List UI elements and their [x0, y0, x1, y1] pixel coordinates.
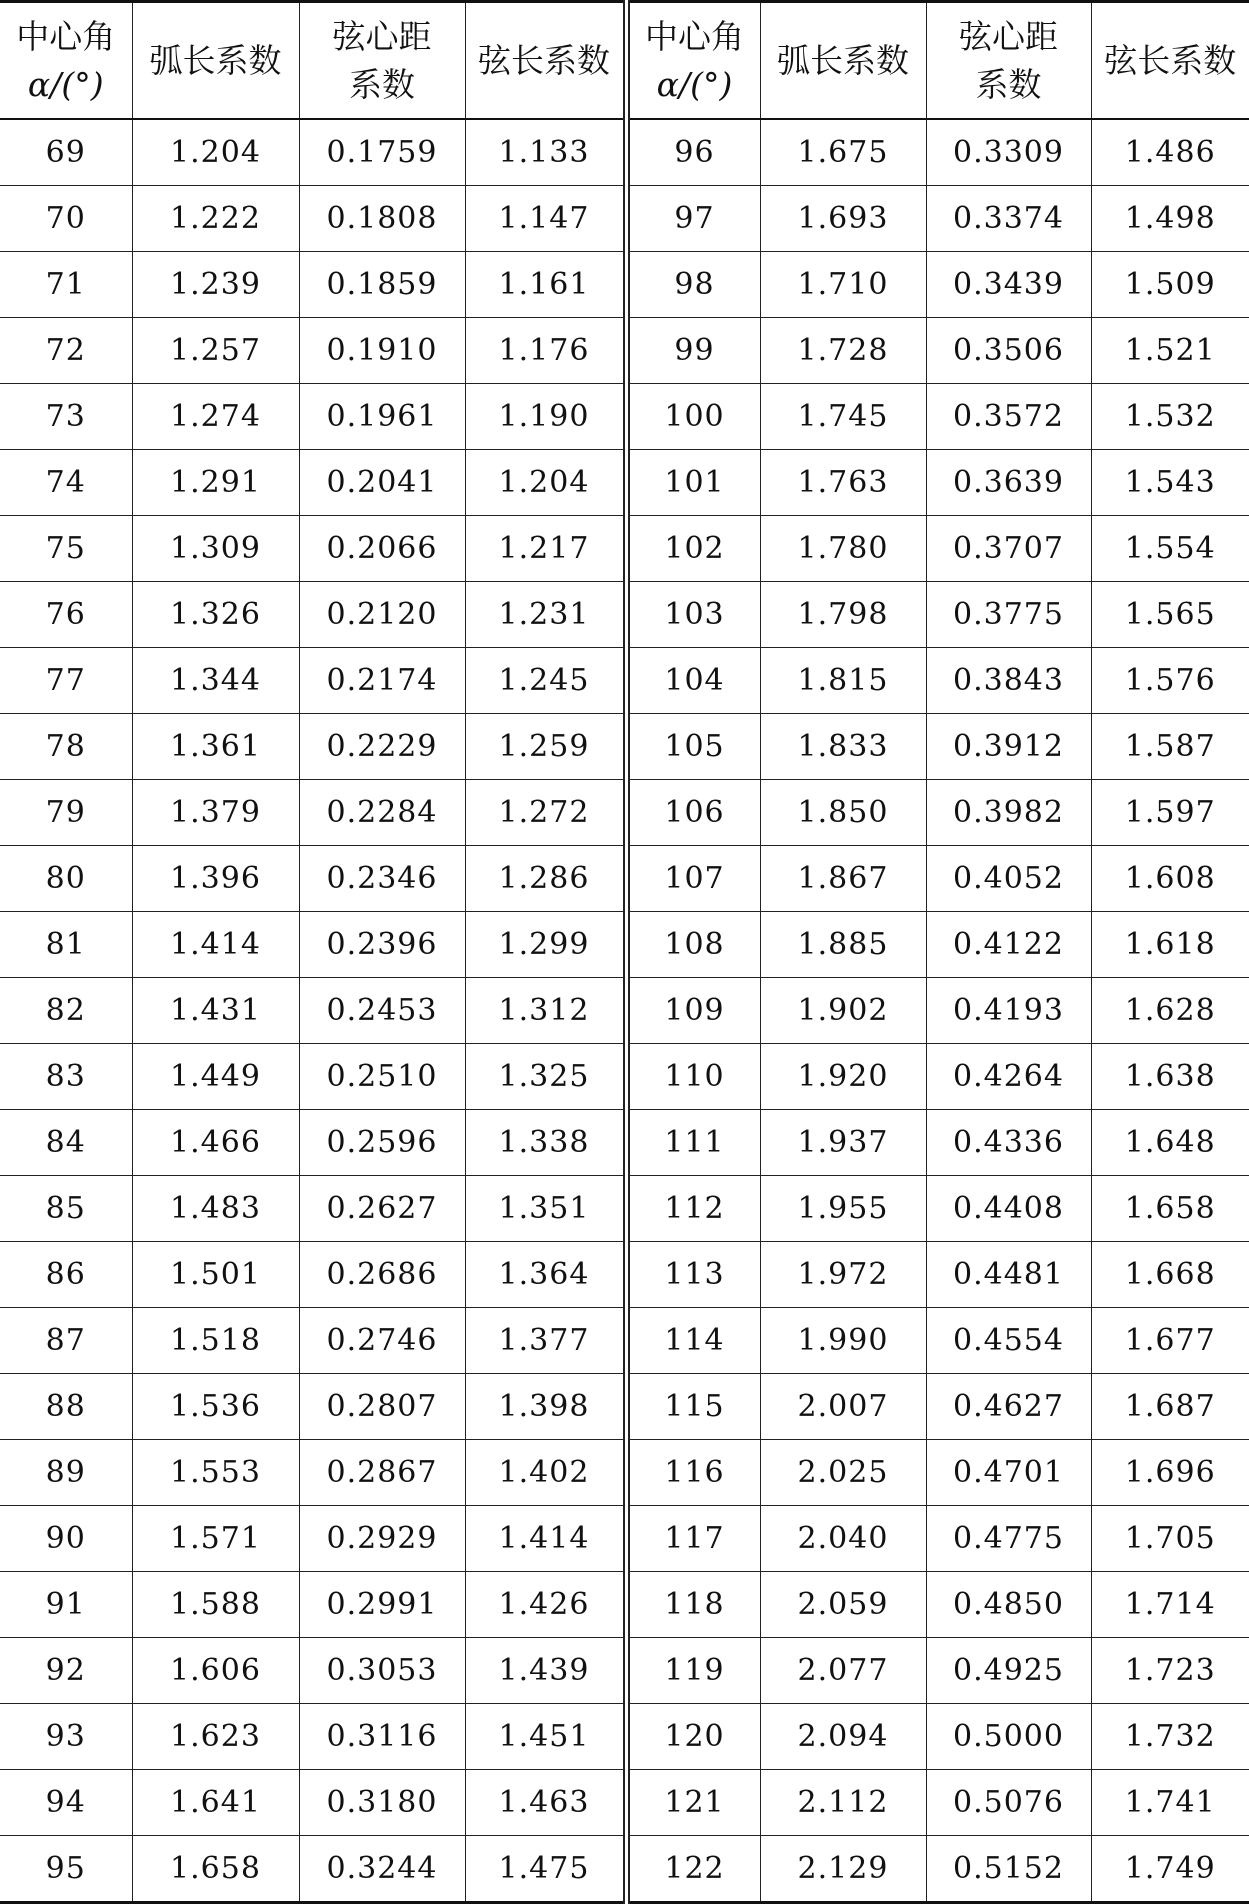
chord-coefficient-cell: 1.338	[465, 1109, 626, 1175]
chord-coefficient-cell: 1.648	[1091, 1109, 1249, 1175]
chord-coefficient-cell: 1.532	[1091, 383, 1249, 449]
chord-distance-cell: 0.3374	[926, 186, 1091, 252]
table-row	[0, 1373, 1249, 1439]
chord-distance-cell: 0.4627	[926, 1373, 1091, 1439]
chord-coefficient-cell: 1.705	[1091, 1505, 1249, 1571]
angle-cell: 92	[0, 1637, 132, 1703]
table-row	[0, 1175, 1249, 1241]
angle-cell: 89	[0, 1439, 132, 1505]
chord-distance-cell: 0.4850	[926, 1571, 1091, 1637]
arc-coefficient-cell: 1.571	[132, 1505, 299, 1571]
chord-distance-cell: 0.4122	[926, 911, 1091, 977]
chord-distance-cell: 0.2686	[299, 1241, 465, 1307]
chord-distance-cell: 0.4408	[926, 1175, 1091, 1241]
chord-distance-cell: 0.4925	[926, 1637, 1091, 1703]
chord-distance-cell: 0.2174	[299, 647, 465, 713]
arc-coefficient-cell: 1.483	[132, 1175, 299, 1241]
arc-coefficient-cell: 1.850	[760, 779, 926, 845]
header-row	[0, 2, 1249, 120]
arc-coefficient-cell: 1.326	[132, 581, 299, 647]
arc-coefficient-cell: 1.920	[760, 1043, 926, 1109]
angle-cell: 87	[0, 1307, 132, 1373]
arc-coefficient-cell: 1.902	[760, 977, 926, 1043]
angle-cell: 70	[0, 186, 132, 252]
chord-distance-cell: 0.2867	[299, 1439, 465, 1505]
arc-coefficient-cell: 1.885	[760, 911, 926, 977]
arc-coefficient-cell: 1.501	[132, 1241, 299, 1307]
chord-distance-cell: 0.2596	[299, 1109, 465, 1175]
chord-distance-cell: 0.3244	[299, 1835, 465, 1902]
chord-distance-cell: 0.4193	[926, 977, 1091, 1043]
angle-cell: 120	[626, 1703, 760, 1769]
arc-coefficient-cell: 1.675	[760, 119, 926, 186]
chord-coefficient-cell: 1.608	[1091, 845, 1249, 911]
arc-coefficient-cell: 1.867	[760, 845, 926, 911]
chord-coefficient-cell: 1.576	[1091, 647, 1249, 713]
arc-coefficient-cell: 1.623	[132, 1703, 299, 1769]
chord-distance-cell: 0.2991	[299, 1571, 465, 1637]
table-row	[0, 1307, 1249, 1373]
angle-cell: 84	[0, 1109, 132, 1175]
header-chord-distance-line2: 系数	[349, 64, 415, 104]
arc-coefficient-cell: 1.606	[132, 1637, 299, 1703]
chord-coefficient-cell: 1.439	[465, 1637, 626, 1703]
chord-distance-cell: 0.4775	[926, 1505, 1091, 1571]
angle-cell: 118	[626, 1571, 760, 1637]
angle-cell: 122	[626, 1835, 760, 1902]
chord-coefficient-cell: 1.204	[465, 449, 626, 515]
arc-coefficient-cell: 1.990	[760, 1307, 926, 1373]
table-row	[0, 1505, 1249, 1571]
chord-distance-cell: 0.1961	[299, 383, 465, 449]
angle-cell: 99	[626, 317, 760, 383]
header-chord-coefficient-right	[1091, 2, 1249, 120]
angle-cell: 85	[0, 1175, 132, 1241]
angle-cell: 75	[0, 515, 132, 581]
header-chord-label: 弦长系数	[1104, 40, 1237, 80]
chord-coefficient-cell: 1.509	[1091, 251, 1249, 317]
arc-coefficient-cell: 1.833	[760, 713, 926, 779]
chord-coefficient-cell: 1.351	[465, 1175, 626, 1241]
arc-coefficient-cell: 1.815	[760, 647, 926, 713]
chord-distance-cell: 0.2746	[299, 1307, 465, 1373]
header-angle-unit: α/(°)	[27, 64, 104, 104]
arc-coefficient-cell: 1.257	[132, 317, 299, 383]
chord-coefficient-cell: 1.377	[465, 1307, 626, 1373]
chord-coefficient-cell: 1.638	[1091, 1043, 1249, 1109]
chord-coefficient-cell: 1.587	[1091, 713, 1249, 779]
arc-coefficient-cell: 2.112	[760, 1769, 926, 1835]
arc-coefficient-cell: 1.518	[132, 1307, 299, 1373]
chord-distance-cell: 0.2229	[299, 713, 465, 779]
arc-coefficient-cell: 2.059	[760, 1571, 926, 1637]
angle-cell: 69	[0, 119, 132, 186]
angle-cell: 105	[626, 713, 760, 779]
arc-coefficient-cell: 1.798	[760, 581, 926, 647]
header-central-angle-left	[0, 2, 132, 120]
chord-distance-cell: 0.3572	[926, 383, 1091, 449]
angle-cell: 78	[0, 713, 132, 779]
chord-distance-cell: 0.2041	[299, 449, 465, 515]
chord-coefficient-cell: 1.451	[465, 1703, 626, 1769]
angle-cell: 71	[0, 251, 132, 317]
chord-coefficient-cell: 1.364	[465, 1241, 626, 1307]
arc-coefficient-cell: 1.361	[132, 713, 299, 779]
chord-distance-cell: 0.3116	[299, 1703, 465, 1769]
chord-coefficient-cell: 1.741	[1091, 1769, 1249, 1835]
table-row	[0, 1043, 1249, 1109]
arc-coefficient-cell: 2.007	[760, 1373, 926, 1439]
angle-cell: 106	[626, 779, 760, 845]
table-row	[0, 1703, 1249, 1769]
angle-cell: 80	[0, 845, 132, 911]
chord-distance-cell: 0.3843	[926, 647, 1091, 713]
table-row	[0, 119, 1249, 186]
table-row	[0, 779, 1249, 845]
header-arc-coefficient-left	[132, 2, 299, 120]
arc-coefficient-cell: 1.222	[132, 186, 299, 252]
chord-coefficient-cell: 1.147	[465, 186, 626, 252]
chord-distance-cell: 0.2627	[299, 1175, 465, 1241]
angle-cell: 108	[626, 911, 760, 977]
table-row	[0, 1637, 1249, 1703]
header-chord-distance-left	[299, 2, 465, 120]
header-arc-label: 弧长系数	[777, 40, 909, 80]
angle-cell: 109	[626, 977, 760, 1043]
header-chord-distance-right	[926, 2, 1091, 120]
header-angle-unit: α/(°)	[656, 64, 733, 104]
chord-coefficient-cell: 1.161	[465, 251, 626, 317]
chord-distance-cell: 0.2284	[299, 779, 465, 845]
arc-coefficient-cell: 1.937	[760, 1109, 926, 1175]
arc-coefficient-cell: 1.780	[760, 515, 926, 581]
chord-coefficient-cell: 1.597	[1091, 779, 1249, 845]
header-chord-distance-line2: 系数	[975, 64, 1042, 104]
chord-coefficient-cell: 1.658	[1091, 1175, 1249, 1241]
chord-coefficient-cell: 1.498	[1091, 186, 1249, 252]
angle-cell: 98	[626, 251, 760, 317]
angle-cell: 91	[0, 1571, 132, 1637]
chord-coefficient-cell: 1.732	[1091, 1703, 1249, 1769]
chord-coefficient-cell: 1.723	[1091, 1637, 1249, 1703]
angle-cell: 77	[0, 647, 132, 713]
table-row	[0, 383, 1249, 449]
angle-cell: 116	[626, 1439, 760, 1505]
arc-coefficient-cell: 1.588	[132, 1571, 299, 1637]
chord-distance-cell: 0.3912	[926, 713, 1091, 779]
table-row	[0, 977, 1249, 1043]
arc-coefficient-cell: 1.641	[132, 1769, 299, 1835]
chord-coefficient-cell: 1.628	[1091, 977, 1249, 1043]
table-row	[0, 186, 1249, 252]
chord-coefficient-cell: 1.618	[1091, 911, 1249, 977]
table-row	[0, 449, 1249, 515]
chord-distance-cell: 0.3639	[926, 449, 1091, 515]
chord-distance-cell: 0.5076	[926, 1769, 1091, 1835]
angle-cell: 112	[626, 1175, 760, 1241]
chord-coefficient-cell: 1.521	[1091, 317, 1249, 383]
chord-distance-cell: 0.4052	[926, 845, 1091, 911]
arc-coefficient-cell: 1.344	[132, 647, 299, 713]
table-row	[0, 1241, 1249, 1307]
chord-distance-cell: 0.2066	[299, 515, 465, 581]
table-row	[0, 1769, 1249, 1835]
table-row	[0, 581, 1249, 647]
chord-coefficient-cell: 1.325	[465, 1043, 626, 1109]
arc-coefficient-cell: 1.396	[132, 845, 299, 911]
table-row	[0, 911, 1249, 977]
angle-cell: 97	[626, 186, 760, 252]
arc-coefficient-cell: 1.309	[132, 515, 299, 581]
chord-coefficient-cell: 1.414	[465, 1505, 626, 1571]
angle-cell: 88	[0, 1373, 132, 1439]
chord-coefficient-cell: 1.543	[1091, 449, 1249, 515]
arc-coefficient-cell: 1.449	[132, 1043, 299, 1109]
chord-distance-cell: 0.3439	[926, 251, 1091, 317]
header-angle-label: 中心角	[645, 16, 744, 56]
chord-coefficient-cell: 1.749	[1091, 1835, 1249, 1902]
arc-coefficient-cell: 1.291	[132, 449, 299, 515]
chord-coefficient-cell: 1.190	[465, 383, 626, 449]
angle-cell: 76	[0, 581, 132, 647]
angle-cell: 72	[0, 317, 132, 383]
chord-distance-cell: 0.4264	[926, 1043, 1091, 1109]
arc-coefficient-cell: 1.536	[132, 1373, 299, 1439]
arc-coefficient-cell: 1.204	[132, 119, 299, 186]
chord-distance-cell: 0.1808	[299, 186, 465, 252]
arc-coefficient-cell: 1.763	[760, 449, 926, 515]
chord-distance-cell: 0.2396	[299, 911, 465, 977]
arc-coefficient-cell: 1.728	[760, 317, 926, 383]
angle-cell: 115	[626, 1373, 760, 1439]
angle-cell: 93	[0, 1703, 132, 1769]
chord-coefficient-cell: 1.299	[465, 911, 626, 977]
arc-coefficient-cell: 2.040	[760, 1505, 926, 1571]
angle-cell: 74	[0, 449, 132, 515]
arc-coefficient-cell: 1.274	[132, 383, 299, 449]
header-arc-coefficient-right	[760, 2, 926, 120]
table-row	[0, 1109, 1249, 1175]
chord-coefficient-cell: 1.687	[1091, 1373, 1249, 1439]
chord-distance-cell: 0.3309	[926, 119, 1091, 186]
table-row	[0, 317, 1249, 383]
angle-cell: 90	[0, 1505, 132, 1571]
chord-distance-cell: 0.3180	[299, 1769, 465, 1835]
chord-coefficient-cell: 1.398	[465, 1373, 626, 1439]
header-chord-distance-line1: 弦心距	[332, 16, 432, 56]
angle-cell: 113	[626, 1241, 760, 1307]
chord-distance-cell: 0.5152	[926, 1835, 1091, 1902]
chord-distance-cell: 0.2929	[299, 1505, 465, 1571]
angle-cell: 81	[0, 911, 132, 977]
chord-distance-cell: 0.4701	[926, 1439, 1091, 1505]
table-row	[0, 845, 1249, 911]
angle-cell: 96	[626, 119, 760, 186]
arc-coefficient-cell: 1.955	[760, 1175, 926, 1241]
angle-cell: 95	[0, 1835, 132, 1902]
arc-coefficient-cell: 1.553	[132, 1439, 299, 1505]
arc-coefficient-cell: 1.239	[132, 251, 299, 317]
arc-coefficient-cell: 2.025	[760, 1439, 926, 1505]
table-row	[0, 1835, 1249, 1902]
header-chord-coefficient-left	[465, 2, 626, 120]
arc-coefficient-cell: 1.693	[760, 186, 926, 252]
chord-coefficient-cell: 1.133	[465, 119, 626, 186]
arc-coefficient-cell: 1.745	[760, 383, 926, 449]
header-central-angle-right	[626, 2, 760, 120]
chord-coefficient-cell: 1.259	[465, 713, 626, 779]
arc-coefficient-cell: 1.414	[132, 911, 299, 977]
chord-distance-cell: 0.2453	[299, 977, 465, 1043]
chord-coefficient-cell: 1.475	[465, 1835, 626, 1902]
angle-cell: 102	[626, 515, 760, 581]
chord-distance-cell: 0.2807	[299, 1373, 465, 1439]
chord-coefficient-cell: 1.176	[465, 317, 626, 383]
angle-cell: 111	[626, 1109, 760, 1175]
chord-coefficient-cell: 1.245	[465, 647, 626, 713]
chord-coefficient-cell: 1.426	[465, 1571, 626, 1637]
chord-distance-cell: 0.3775	[926, 581, 1091, 647]
table-row	[0, 515, 1249, 581]
angle-cell: 121	[626, 1769, 760, 1835]
angle-cell: 103	[626, 581, 760, 647]
angle-cell: 110	[626, 1043, 760, 1109]
chord-distance-cell: 0.5000	[926, 1703, 1091, 1769]
angle-cell: 101	[626, 449, 760, 515]
chord-coefficient-cell: 1.677	[1091, 1307, 1249, 1373]
chord-coefficient-cell: 1.714	[1091, 1571, 1249, 1637]
angle-cell: 100	[626, 383, 760, 449]
table-row	[0, 1571, 1249, 1637]
chord-coefficient-cell: 1.312	[465, 977, 626, 1043]
chord-distance-cell: 0.1759	[299, 119, 465, 186]
chord-coefficient-cell: 1.402	[465, 1439, 626, 1505]
chord-distance-cell: 0.1859	[299, 251, 465, 317]
angle-cell: 83	[0, 1043, 132, 1109]
table-header	[0, 2, 1249, 120]
angle-cell: 79	[0, 779, 132, 845]
chord-coefficient-cell: 1.272	[465, 779, 626, 845]
chord-coefficient-cell: 1.463	[465, 1769, 626, 1835]
table-row	[0, 251, 1249, 317]
chord-coefficient-cell: 1.565	[1091, 581, 1249, 647]
chord-distance-cell: 0.4481	[926, 1241, 1091, 1307]
header-arc-label: 弧长系数	[149, 40, 282, 80]
angle-cell: 73	[0, 383, 132, 449]
chord-coefficient-cell: 1.554	[1091, 515, 1249, 581]
arc-coefficient-cell: 1.379	[132, 779, 299, 845]
angle-cell: 104	[626, 647, 760, 713]
chord-coefficient-cell: 1.217	[465, 515, 626, 581]
arc-coefficient-cell: 2.077	[760, 1637, 926, 1703]
table-row	[0, 647, 1249, 713]
chord-distance-cell: 0.3053	[299, 1637, 465, 1703]
arc-coefficient-cell: 2.094	[760, 1703, 926, 1769]
arc-coefficient-cell: 2.129	[760, 1835, 926, 1902]
angle-cell: 107	[626, 845, 760, 911]
arc-coefficient-cell: 1.466	[132, 1109, 299, 1175]
table-body	[0, 119, 1249, 1903]
angle-cell: 82	[0, 977, 132, 1043]
angle-cell: 86	[0, 1241, 132, 1307]
chord-coefficient-cell: 1.696	[1091, 1439, 1249, 1505]
chord-distance-cell: 0.1910	[299, 317, 465, 383]
chord-distance-cell: 0.3506	[926, 317, 1091, 383]
angle-cell: 114	[626, 1307, 760, 1373]
angle-cell: 117	[626, 1505, 760, 1571]
angle-cell: 119	[626, 1637, 760, 1703]
header-angle-label: 中心角	[16, 16, 116, 56]
arc-coefficient-cell: 1.431	[132, 977, 299, 1043]
arc-coefficient-cell: 1.710	[760, 251, 926, 317]
chord-distance-cell: 0.3707	[926, 515, 1091, 581]
arc-coefficient-cell: 1.658	[132, 1835, 299, 1902]
arc-coefficient-cell: 1.972	[760, 1241, 926, 1307]
chord-distance-cell: 0.2510	[299, 1043, 465, 1109]
chord-coefficient-cell: 1.486	[1091, 119, 1249, 186]
chord-distance-cell: 0.4554	[926, 1307, 1091, 1373]
header-chord-label: 弦长系数	[478, 40, 610, 80]
table-row	[0, 1439, 1249, 1505]
chord-distance-cell: 0.2120	[299, 581, 465, 647]
chord-coefficient-cell: 1.286	[465, 845, 626, 911]
chord-coefficient-cell: 1.668	[1091, 1241, 1249, 1307]
angle-cell: 94	[0, 1769, 132, 1835]
chord-distance-cell: 0.2346	[299, 845, 465, 911]
chord-distance-cell: 0.3982	[926, 779, 1091, 845]
table-row	[0, 713, 1249, 779]
chord-coefficient-cell: 1.231	[465, 581, 626, 647]
chord-distance-cell: 0.4336	[926, 1109, 1091, 1175]
header-chord-distance-line1: 弦心距	[959, 16, 1058, 56]
